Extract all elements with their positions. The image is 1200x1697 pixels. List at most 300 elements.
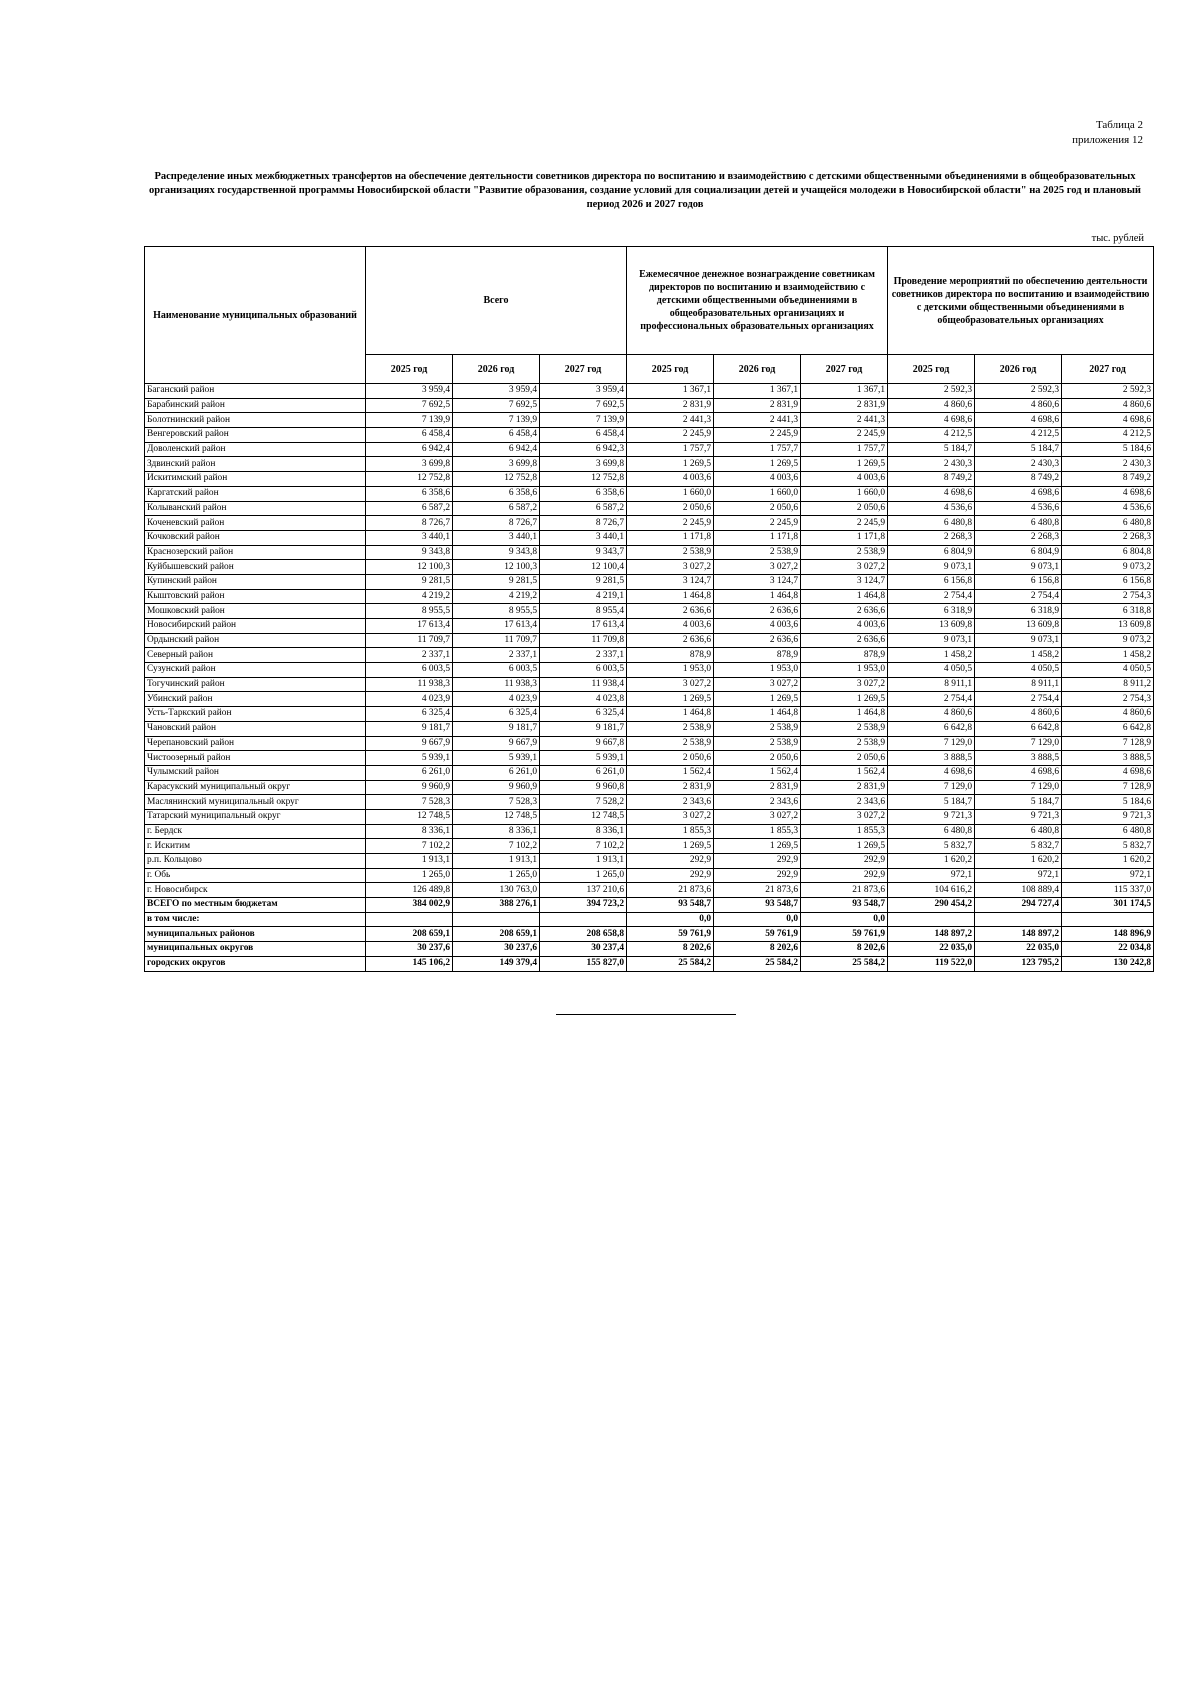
table-row bbox=[145, 648, 1154, 663]
value-cell: 8 336,1 bbox=[366, 824, 453, 839]
value-cell: 2 754,4 bbox=[888, 589, 975, 604]
value-cell: 1 269,5 bbox=[801, 692, 888, 707]
value-cell: 7 129,0 bbox=[975, 736, 1062, 751]
value-cell: 8 911,1 bbox=[888, 677, 975, 692]
value-cell: 2 754,3 bbox=[1062, 692, 1154, 707]
value-cell: 4 050,5 bbox=[975, 663, 1062, 678]
value-cell: 4 003,6 bbox=[627, 472, 714, 487]
value-cell: 149 379,4 bbox=[453, 956, 540, 971]
value-cell: 11 938,3 bbox=[366, 677, 453, 692]
table-row bbox=[145, 589, 1154, 604]
value-cell: 3 959,4 bbox=[540, 384, 627, 399]
municipality-name: г. Искитим bbox=[145, 839, 366, 854]
municipality-name: Чистоозерный район bbox=[145, 751, 366, 766]
value-cell: 6 587,2 bbox=[366, 501, 453, 516]
value-cell bbox=[1062, 912, 1154, 927]
value-cell: 7 139,9 bbox=[453, 413, 540, 428]
value-cell: 104 616,2 bbox=[888, 883, 975, 898]
value-cell: 4 219,1 bbox=[540, 589, 627, 604]
value-cell: 2 343,6 bbox=[801, 795, 888, 810]
year-header: 2027 год bbox=[1062, 355, 1154, 384]
summary-row bbox=[145, 956, 1154, 971]
value-cell: 2 831,9 bbox=[714, 398, 801, 413]
value-cell: 4 698,6 bbox=[888, 413, 975, 428]
value-cell: 972,1 bbox=[1062, 868, 1154, 883]
value-cell: 6 156,8 bbox=[888, 574, 975, 589]
value-cell: 9 960,8 bbox=[540, 780, 627, 795]
value-cell: 2 245,9 bbox=[627, 428, 714, 443]
value-cell: 145 106,2 bbox=[366, 956, 453, 971]
value-cell: 4 860,6 bbox=[975, 398, 1062, 413]
value-cell: 11 709,7 bbox=[453, 633, 540, 648]
municipality-name: Баганский район bbox=[145, 384, 366, 399]
value-cell: 1 913,1 bbox=[453, 854, 540, 869]
table-row bbox=[145, 516, 1154, 531]
value-cell: 4 860,6 bbox=[975, 707, 1062, 722]
value-cell: 12 752,8 bbox=[366, 472, 453, 487]
value-cell: 4 023,9 bbox=[366, 692, 453, 707]
value-cell: 12 752,8 bbox=[540, 472, 627, 487]
value-cell: 1 562,4 bbox=[801, 765, 888, 780]
value-cell: 6 261,0 bbox=[540, 765, 627, 780]
value-cell: 208 659,1 bbox=[366, 927, 453, 942]
value-cell: 13 609,8 bbox=[975, 619, 1062, 634]
table-row bbox=[145, 663, 1154, 678]
municipality-name: Искитимский район bbox=[145, 472, 366, 487]
value-cell: 6 458,4 bbox=[453, 428, 540, 443]
value-cell: 148 896,9 bbox=[1062, 927, 1154, 942]
value-cell: 123 795,2 bbox=[975, 956, 1062, 971]
value-cell: 2 430,3 bbox=[975, 457, 1062, 472]
value-cell: 4 536,6 bbox=[888, 501, 975, 516]
value-cell: 6 318,9 bbox=[888, 604, 975, 619]
value-cell: 2 636,6 bbox=[801, 633, 888, 648]
municipality-name: городских округов bbox=[145, 956, 366, 971]
value-cell: 7 129,0 bbox=[888, 780, 975, 795]
document-reference bbox=[1072, 118, 1143, 148]
value-cell: 6 325,4 bbox=[366, 707, 453, 722]
value-cell: 208 659,1 bbox=[453, 927, 540, 942]
value-cell: 4 003,6 bbox=[801, 472, 888, 487]
value-cell: 8 749,2 bbox=[888, 472, 975, 487]
value-cell: 4 212,5 bbox=[888, 428, 975, 443]
value-cell: 155 827,0 bbox=[540, 956, 627, 971]
value-cell: 5 939,1 bbox=[453, 751, 540, 766]
value-cell: 1 367,1 bbox=[801, 384, 888, 399]
value-cell: 21 873,6 bbox=[627, 883, 714, 898]
value-cell: 6 587,2 bbox=[540, 501, 627, 516]
value-cell: 2 831,9 bbox=[714, 780, 801, 795]
municipality-name: Купинский район bbox=[145, 574, 366, 589]
value-cell: 2 831,9 bbox=[627, 780, 714, 795]
value-cell: 1 458,2 bbox=[1062, 648, 1154, 663]
value-cell: 2 050,6 bbox=[627, 501, 714, 516]
value-cell: 878,9 bbox=[627, 648, 714, 663]
value-cell: 5 832,7 bbox=[888, 839, 975, 854]
value-cell: 2 430,3 bbox=[1062, 457, 1154, 472]
value-cell: 394 723,2 bbox=[540, 898, 627, 913]
value-cell: 1 757,7 bbox=[801, 442, 888, 457]
value-cell: 4 536,6 bbox=[975, 501, 1062, 516]
value-cell: 6 480,8 bbox=[1062, 824, 1154, 839]
value-cell: 208 658,8 bbox=[540, 927, 627, 942]
table-row bbox=[145, 619, 1154, 634]
value-cell: 7 139,9 bbox=[366, 413, 453, 428]
value-cell: 1 464,8 bbox=[714, 589, 801, 604]
table-row bbox=[145, 442, 1154, 457]
value-cell: 2 754,4 bbox=[888, 692, 975, 707]
value-cell: 2 636,6 bbox=[627, 604, 714, 619]
value-cell: 3 027,2 bbox=[627, 560, 714, 575]
year-header: 2025 год bbox=[627, 355, 714, 384]
value-cell: 11 938,3 bbox=[453, 677, 540, 692]
value-cell: 9 073,1 bbox=[975, 633, 1062, 648]
value-cell: 2 441,3 bbox=[714, 413, 801, 428]
municipality-name: г. Новосибирск bbox=[145, 883, 366, 898]
value-cell: 3 027,2 bbox=[801, 809, 888, 824]
table-row bbox=[145, 854, 1154, 869]
value-cell: 17 613,4 bbox=[366, 619, 453, 634]
table-row bbox=[145, 545, 1154, 560]
table-row bbox=[145, 428, 1154, 443]
value-cell: 2 636,6 bbox=[627, 633, 714, 648]
value-cell: 9 960,9 bbox=[366, 780, 453, 795]
value-cell: 8 202,6 bbox=[714, 942, 801, 957]
value-cell: 0,0 bbox=[714, 912, 801, 927]
value-cell: 1 171,8 bbox=[801, 530, 888, 545]
value-cell: 3 027,2 bbox=[801, 560, 888, 575]
value-cell: 4 698,6 bbox=[975, 486, 1062, 501]
value-cell: 1 464,8 bbox=[714, 707, 801, 722]
value-cell: 1 953,0 bbox=[714, 663, 801, 678]
value-cell: 9 281,5 bbox=[366, 574, 453, 589]
value-cell: 7 692,5 bbox=[540, 398, 627, 413]
value-cell: 3 699,8 bbox=[366, 457, 453, 472]
value-cell: 9 281,5 bbox=[453, 574, 540, 589]
value-cell: 2 592,3 bbox=[1062, 384, 1154, 399]
value-cell: 6 642,8 bbox=[1062, 721, 1154, 736]
municipality-name: муниципальных районов bbox=[145, 927, 366, 942]
value-cell: 6 804,8 bbox=[1062, 545, 1154, 560]
value-cell: 6 318,8 bbox=[1062, 604, 1154, 619]
value-cell: 4 219,2 bbox=[366, 589, 453, 604]
value-cell: 148 897,2 bbox=[888, 927, 975, 942]
value-cell: 9 281,5 bbox=[540, 574, 627, 589]
municipality-name: Черепановский район bbox=[145, 736, 366, 751]
value-cell: 8 336,1 bbox=[540, 824, 627, 839]
value-cell: 5 939,1 bbox=[366, 751, 453, 766]
value-cell: 4 860,6 bbox=[888, 707, 975, 722]
municipality-name: муниципальных округов bbox=[145, 942, 366, 957]
value-cell: 8 749,2 bbox=[975, 472, 1062, 487]
value-cell: 2 538,9 bbox=[627, 545, 714, 560]
value-cell: 384 002,9 bbox=[366, 898, 453, 913]
value-cell: 5 184,7 bbox=[888, 442, 975, 457]
value-cell: 3 027,2 bbox=[627, 809, 714, 824]
value-cell: 5 832,7 bbox=[1062, 839, 1154, 854]
value-cell: 7 128,9 bbox=[1062, 780, 1154, 795]
table-row bbox=[145, 839, 1154, 854]
value-cell: 6 261,0 bbox=[453, 765, 540, 780]
value-cell: 292,9 bbox=[801, 854, 888, 869]
value-cell: 6 480,8 bbox=[1062, 516, 1154, 531]
municipality-name: Кыштовский район bbox=[145, 589, 366, 604]
value-cell: 11 709,8 bbox=[540, 633, 627, 648]
year-header: 2027 год bbox=[801, 355, 888, 384]
value-cell: 1 367,1 bbox=[627, 384, 714, 399]
value-cell: 4 536,6 bbox=[1062, 501, 1154, 516]
value-cell: 6 003,5 bbox=[540, 663, 627, 678]
summary-row bbox=[145, 912, 1154, 927]
value-cell: 93 548,7 bbox=[801, 898, 888, 913]
value-cell: 1 269,5 bbox=[801, 839, 888, 854]
value-cell: 4 050,5 bbox=[1062, 663, 1154, 678]
municipality-name: г. Обь bbox=[145, 868, 366, 883]
value-cell bbox=[366, 912, 453, 927]
value-cell: 2 636,6 bbox=[801, 604, 888, 619]
value-cell: 6 156,8 bbox=[1062, 574, 1154, 589]
value-cell: 7 528,3 bbox=[453, 795, 540, 810]
value-cell: 7 129,0 bbox=[975, 780, 1062, 795]
value-cell: 5 184,6 bbox=[1062, 442, 1154, 457]
value-cell: 148 897,2 bbox=[975, 927, 1062, 942]
value-cell: 1 269,5 bbox=[627, 457, 714, 472]
value-cell: 1 562,4 bbox=[627, 765, 714, 780]
value-cell: 2 441,3 bbox=[627, 413, 714, 428]
value-cell: 7 102,2 bbox=[453, 839, 540, 854]
value-cell: 3 027,2 bbox=[627, 677, 714, 692]
value-cell: 9 721,3 bbox=[888, 809, 975, 824]
value-cell: 2 050,6 bbox=[801, 751, 888, 766]
value-cell: 3 440,1 bbox=[453, 530, 540, 545]
value-cell: 30 237,4 bbox=[540, 942, 627, 957]
value-cell: 12 752,8 bbox=[453, 472, 540, 487]
value-cell: 6 003,5 bbox=[453, 663, 540, 678]
value-cell: 1 269,5 bbox=[801, 457, 888, 472]
value-cell bbox=[888, 912, 975, 927]
municipality-name: Маслянинский муниципальный округ bbox=[145, 795, 366, 810]
value-cell: 292,9 bbox=[627, 854, 714, 869]
value-cell: 6 480,8 bbox=[888, 516, 975, 531]
year-header: 2026 год bbox=[714, 355, 801, 384]
value-cell: 25 584,2 bbox=[801, 956, 888, 971]
value-cell: 2 636,6 bbox=[714, 633, 801, 648]
year-header: 2025 год bbox=[366, 355, 453, 384]
municipality-name: Тогучинский район bbox=[145, 677, 366, 692]
summary-row bbox=[145, 898, 1154, 913]
value-cell: 5 184,7 bbox=[975, 442, 1062, 457]
document-title: Распределение иных межбюджетных трансфертов на обеспечение деятельности советников директора по воспитанию и взаимодействию с детскими общественными объединениями в общеобразовательных организациях государственной программы Новосибирской области "Развитие образования, создание условий для социализации детей и учащейся молодежи в Новосибирской области" на 2025 год и плановый период 2026 и 2027 годов bbox=[149, 171, 1141, 210]
value-cell: 2 538,9 bbox=[801, 545, 888, 560]
value-cell: 2 831,9 bbox=[801, 780, 888, 795]
value-cell: 12 100,3 bbox=[366, 560, 453, 575]
municipality-name: Болотнинский район bbox=[145, 413, 366, 428]
value-cell: 1 171,8 bbox=[714, 530, 801, 545]
value-cell: 2 538,9 bbox=[714, 736, 801, 751]
table-row bbox=[145, 413, 1154, 428]
value-cell: 2 050,6 bbox=[714, 751, 801, 766]
value-cell: 1 562,4 bbox=[714, 765, 801, 780]
value-cell: 7 692,5 bbox=[366, 398, 453, 413]
value-cell: 2 245,9 bbox=[714, 516, 801, 531]
table-row bbox=[145, 692, 1154, 707]
value-cell: 22 035,0 bbox=[975, 942, 1062, 957]
value-cell: 1 464,8 bbox=[801, 589, 888, 604]
value-cell: 2 538,9 bbox=[627, 736, 714, 751]
value-cell: 9 721,3 bbox=[1062, 809, 1154, 824]
column-header-total: Всего bbox=[366, 247, 627, 355]
year-header: 2027 год bbox=[540, 355, 627, 384]
value-cell: 5 832,7 bbox=[975, 839, 1062, 854]
value-cell: 8 749,2 bbox=[1062, 472, 1154, 487]
value-cell: 9 667,8 bbox=[540, 736, 627, 751]
value-cell: 878,9 bbox=[714, 648, 801, 663]
table-number: Таблица 2 bbox=[1095, 119, 1143, 131]
value-cell: 5 184,7 bbox=[975, 795, 1062, 810]
value-cell: 2 538,9 bbox=[801, 721, 888, 736]
value-cell: 9 960,9 bbox=[453, 780, 540, 795]
value-cell: 9 181,7 bbox=[540, 721, 627, 736]
value-cell: 8 202,6 bbox=[627, 942, 714, 957]
value-cell: 6 804,9 bbox=[888, 545, 975, 560]
value-cell: 6 458,4 bbox=[366, 428, 453, 443]
value-cell: 7 528,3 bbox=[366, 795, 453, 810]
value-cell: 9 181,7 bbox=[453, 721, 540, 736]
value-cell: 2 441,3 bbox=[801, 413, 888, 428]
value-cell: 3 124,7 bbox=[801, 574, 888, 589]
value-cell: 12 748,5 bbox=[366, 809, 453, 824]
value-cell: 2 754,4 bbox=[975, 589, 1062, 604]
value-cell: 5 184,7 bbox=[888, 795, 975, 810]
municipality-name: Северный район bbox=[145, 648, 366, 663]
value-cell: 1 620,2 bbox=[1062, 854, 1154, 869]
value-cell: 2 337,1 bbox=[366, 648, 453, 663]
municipality-name: Кочковский район bbox=[145, 530, 366, 545]
value-cell: 3 027,2 bbox=[714, 677, 801, 692]
value-cell: 12 748,5 bbox=[540, 809, 627, 824]
value-cell: 4 023,9 bbox=[453, 692, 540, 707]
municipality-name: Усть-Таркский район bbox=[145, 707, 366, 722]
value-cell: 6 587,2 bbox=[453, 501, 540, 516]
year-header: 2025 год bbox=[888, 355, 975, 384]
value-cell: 4 698,6 bbox=[888, 765, 975, 780]
value-cell: 6 942,3 bbox=[540, 442, 627, 457]
value-cell: 301 174,5 bbox=[1062, 898, 1154, 913]
value-cell: 3 959,4 bbox=[366, 384, 453, 399]
value-cell: 59 761,9 bbox=[714, 927, 801, 942]
table-row bbox=[145, 780, 1154, 795]
value-cell: 292,9 bbox=[627, 868, 714, 883]
value-cell: 4 003,6 bbox=[627, 619, 714, 634]
table-row bbox=[145, 868, 1154, 883]
value-cell: 1 367,1 bbox=[714, 384, 801, 399]
municipality-name: Доволенский район bbox=[145, 442, 366, 457]
municipality-name: Татарский муниципальный округ bbox=[145, 809, 366, 824]
value-cell: 9 073,2 bbox=[1062, 633, 1154, 648]
municipality-name: Барабинский район bbox=[145, 398, 366, 413]
value-cell: 9 181,7 bbox=[366, 721, 453, 736]
value-cell: 292,9 bbox=[714, 854, 801, 869]
value-cell: 9 343,7 bbox=[540, 545, 627, 560]
value-cell: 2 337,1 bbox=[540, 648, 627, 663]
value-cell: 7 102,2 bbox=[366, 839, 453, 854]
value-cell: 7 129,0 bbox=[888, 736, 975, 751]
table-row bbox=[145, 501, 1154, 516]
value-cell: 108 889,4 bbox=[975, 883, 1062, 898]
value-cell: 6 642,8 bbox=[975, 721, 1062, 736]
table-row bbox=[145, 633, 1154, 648]
value-cell: 2 268,3 bbox=[888, 530, 975, 545]
table-row bbox=[145, 472, 1154, 487]
municipality-name: Новосибирский район bbox=[145, 619, 366, 634]
municipality-name: Ордынский район bbox=[145, 633, 366, 648]
table-row bbox=[145, 530, 1154, 545]
value-cell: 2 754,3 bbox=[1062, 589, 1154, 604]
value-cell: 972,1 bbox=[975, 868, 1062, 883]
value-cell: 878,9 bbox=[801, 648, 888, 663]
value-cell: 1 620,2 bbox=[888, 854, 975, 869]
value-cell: 93 548,7 bbox=[714, 898, 801, 913]
value-cell: 4 698,6 bbox=[1062, 765, 1154, 780]
value-cell: 11 938,4 bbox=[540, 677, 627, 692]
table-row bbox=[145, 795, 1154, 810]
value-cell: 115 337,0 bbox=[1062, 883, 1154, 898]
value-cell: 7 528,2 bbox=[540, 795, 627, 810]
value-cell: 1 757,7 bbox=[627, 442, 714, 457]
municipality-name: Колыванский район bbox=[145, 501, 366, 516]
year-header: 2026 год bbox=[975, 355, 1062, 384]
value-cell: 1 953,0 bbox=[627, 663, 714, 678]
value-cell: 8 955,4 bbox=[540, 604, 627, 619]
value-cell: 8 955,5 bbox=[453, 604, 540, 619]
value-cell: 6 942,4 bbox=[366, 442, 453, 457]
value-cell: 294 727,4 bbox=[975, 898, 1062, 913]
table-row bbox=[145, 677, 1154, 692]
value-cell: 290 454,2 bbox=[888, 898, 975, 913]
value-cell: 6 261,0 bbox=[366, 765, 453, 780]
municipality-name: Мошковский район bbox=[145, 604, 366, 619]
value-cell: 6 480,8 bbox=[888, 824, 975, 839]
value-cell: 1 269,5 bbox=[714, 839, 801, 854]
summary-row bbox=[145, 927, 1154, 942]
value-cell: 1 913,1 bbox=[540, 854, 627, 869]
value-cell: 4 003,6 bbox=[714, 472, 801, 487]
value-cell: 4 698,6 bbox=[975, 765, 1062, 780]
table-row bbox=[145, 457, 1154, 472]
value-cell: 1 855,3 bbox=[627, 824, 714, 839]
value-cell: 2 268,3 bbox=[1062, 530, 1154, 545]
table-row bbox=[145, 765, 1154, 780]
value-cell: 5 939,1 bbox=[540, 751, 627, 766]
units-label: тыс. рублей bbox=[1091, 233, 1144, 244]
value-cell: 2 538,9 bbox=[714, 545, 801, 560]
value-cell: 2 538,9 bbox=[627, 721, 714, 736]
value-cell: 3 888,5 bbox=[975, 751, 1062, 766]
value-cell: 3 888,5 bbox=[1062, 751, 1154, 766]
value-cell: 2 245,9 bbox=[714, 428, 801, 443]
value-cell: 9 343,8 bbox=[366, 545, 453, 560]
value-cell: 4 698,6 bbox=[975, 413, 1062, 428]
value-cell: 6 003,5 bbox=[366, 663, 453, 678]
value-cell: 2 050,6 bbox=[714, 501, 801, 516]
value-cell: 1 855,3 bbox=[714, 824, 801, 839]
value-cell: 9 073,1 bbox=[975, 560, 1062, 575]
value-cell: 2 245,9 bbox=[801, 428, 888, 443]
value-cell: 2 831,9 bbox=[627, 398, 714, 413]
value-cell: 1 265,0 bbox=[453, 868, 540, 883]
value-cell: 2 636,6 bbox=[714, 604, 801, 619]
value-cell: 4 003,6 bbox=[801, 619, 888, 634]
